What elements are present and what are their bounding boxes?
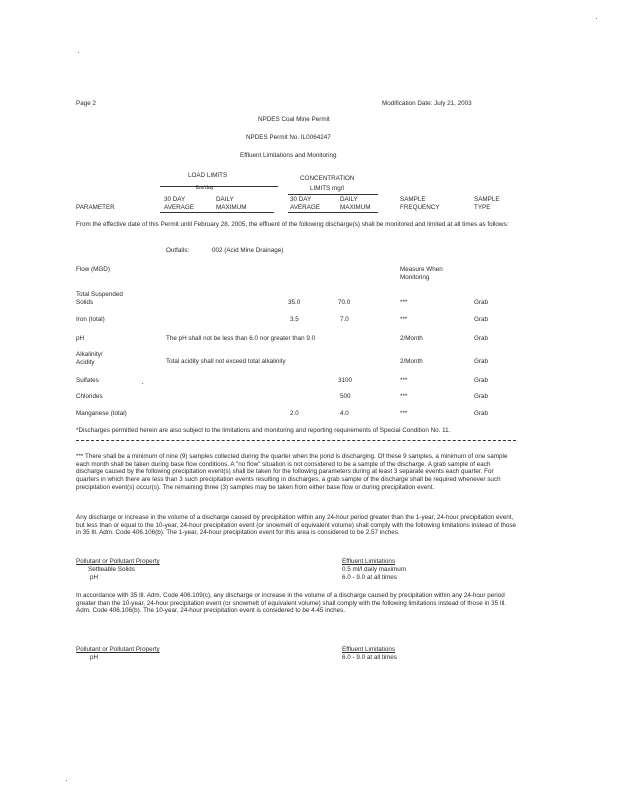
row-alkalinity-freq: 2/Month: [400, 358, 423, 365]
frequency-heading: [400, 196, 440, 212]
row-tss-type: Grab: [474, 299, 488, 306]
type-line2: TYPE: [474, 203, 491, 211]
parameter-heading: PARAMETER: [76, 204, 115, 211]
row-sulfates-type: Grab: [474, 377, 488, 384]
limits2-item1-limit: 6.0 - 9.0 at all times: [342, 654, 397, 661]
row-tss-daily: 70.0: [338, 299, 351, 306]
row-manganese-daily: 4.0: [340, 410, 349, 417]
type-heading: [474, 196, 500, 212]
limits1-item1-param: Settleable Solids: [88, 566, 135, 573]
page-number: Page 2: [76, 100, 96, 107]
modification-date: Modification Date: July 21, 2003: [382, 100, 472, 107]
row-tss-avg30: 35.0: [288, 299, 301, 306]
load-limits-heading: LOAD LIMITS: [188, 172, 228, 179]
row-manganese-param: Manganese (total): [76, 410, 127, 417]
row-manganese-avg30: 2.0: [290, 410, 299, 417]
concentration-heading: CONCENTRATION: [300, 175, 355, 182]
section-subtitle: Effluent Limitations and Monitoring: [240, 152, 337, 159]
row-tss-param: Total Suspended Solids: [76, 291, 123, 306]
outfall-value: 002 (Acid Mine Drainage): [212, 247, 284, 254]
row-sulfates-freq: ***: [400, 377, 408, 384]
concentration-rule: [288, 194, 378, 195]
permit-number: NPDES Permit No. IL0064247: [246, 134, 331, 141]
outfall-label: Outfalls:: [166, 247, 190, 254]
avg30-load-heading: [164, 196, 194, 212]
daily-conc-line1: DAILY: [340, 196, 358, 203]
document-title: NPDES Coal Mine Permit: [258, 116, 330, 123]
row-chlorides-daily: 500: [340, 393, 351, 400]
limits2-right-heading: Effluent Limitations: [342, 646, 396, 653]
limits2-left-heading: Pollutant or Pollutant Property: [76, 646, 160, 653]
concentration-units: LIMITS mg/l: [310, 185, 344, 192]
row-iron-daily: 7.0: [340, 316, 349, 323]
scan-speck: [66, 780, 67, 781]
row-flow-param: Flow (MGD): [76, 266, 110, 273]
row-chlorides-param: Chlorides: [76, 393, 103, 400]
limits1-left-heading: Pollutant or Pollutant Property: [76, 558, 160, 565]
daily-conc-heading: [340, 196, 370, 212]
load-limits-rule: [160, 186, 278, 187]
row-ph-note: The pH shall not be less than 6.0 nor greater than 9.0: [166, 335, 316, 342]
row-iron-freq: ***: [400, 316, 408, 323]
limits2-item1-param: pH: [90, 654, 99, 661]
sampling-paragraph: *** There shall be a minimum of nine (9) samples collected during the quarter when the pond is discharging. Of these 9 samples, a minimum of one sample each month shall be taken during base flow conditions. A "no flow" situation is not considered to be a sample of the discharge. A grab sample of each discharge caused by the following precipitation event(s) shall be taken for the following parameters during at least 3 separate events each quarter. For quarters in which there are less than 3 such precipitation events resulting in discharges, a grab sample of the discharge shall be required whenever such precipitation event(s) occur(s). The remaining three (3) samples may be taken from either base flow or during precipitation event.: [76, 453, 508, 491]
limits1-item2-limit: 6.0 - 9.0 at all times: [342, 574, 397, 581]
limits1-right-heading: Effluent Limitations: [342, 558, 396, 565]
daily-load-line2: MAXIMUM: [216, 203, 247, 211]
one-year-event-paragraph: Any discharge or increase in the volume of a discharge caused by precipitation within any 24-hour period greater than the 1-year, 24-hour precipitation event, but less than or equal to the 10-year, 24-hour precipitation event (or snowmelt of equivalent volume) shall comply with the following limitations instead of those in 35 Ill. Adm. Code 406.106(b). The 1-year, 24-hour precipitation event for this area is considered to be 2.57 inches.: [76, 514, 516, 537]
limits1-item2-param: pH: [90, 574, 99, 581]
daily-load-line1: DAILY: [216, 196, 234, 203]
type-line1: SAMPLE: [474, 196, 500, 203]
ten-year-event-paragraph: In accordance with 35 Ill. Adm. Code 406.109(c), any discharge or increase in the volume of a discharge caused by precipitation within any 24-hour period greater than the 10-year, 24-hour precipitation event (or snowmelt of equivalent volume) shall comply with the following limitations instead of those in 35 Ill. Adm. Code 406.106(b). The 10-year, 24-hour precipitation event is considered to be 4.45 inches.: [76, 592, 507, 615]
intro-paragraph: From the effective date of this Permit until February 28, 2005, the effluent of the following discharge(s) shall be monitored and limited at all times as follows:: [76, 221, 509, 228]
frequency-line2: FREQUENCY: [400, 203, 440, 211]
footnote-special-condition: *Discharges permitted herein are also subject to the limitations and monitoring and reporting requirements of Special Condition No. 11.: [76, 427, 451, 434]
row-iron-type: Grab: [474, 316, 488, 323]
row-chlorides-freq: ***: [400, 393, 408, 400]
row-ph-freq: 2/Month: [400, 335, 423, 342]
row-chlorides-type: Grab: [474, 393, 488, 400]
row-sulfates-daily: 3100: [338, 377, 353, 384]
footnote-separator: [76, 440, 516, 441]
row-manganese-freq: ***: [400, 410, 408, 417]
load-limits-units: lbs/day: [196, 185, 214, 191]
row-sulfates-param: Sulfates: [76, 377, 99, 384]
header-underline: [160, 212, 274, 213]
avg30-conc-line1: 30 DAY: [290, 196, 312, 203]
row-manganese-type: Grab: [474, 410, 488, 417]
row-ph-type: Grab: [474, 335, 488, 342]
header-underline-2: [288, 212, 378, 213]
daily-load-heading: [216, 196, 246, 212]
avg30-load-line1: 30 DAY: [164, 196, 186, 203]
row-alkalinity-note: Total acidity shall not exceed total alkalinity: [166, 358, 286, 365]
row-tss-freq: ***: [400, 299, 408, 306]
row-alkalinity-type: Grab: [474, 358, 488, 365]
row-iron-param: Iron (total): [76, 316, 105, 323]
row-flow-freq: Measure When Monitoring: [400, 266, 443, 281]
daily-conc-line2: MAXIMUM: [340, 203, 371, 211]
avg30-conc-line2: AVERAGE: [290, 203, 320, 211]
row-alkalinity-param: Alkalinity/ Acidity: [76, 351, 103, 366]
avg30-conc-heading: [290, 196, 320, 212]
row-iron-avg30: 3.5: [290, 316, 299, 323]
scan-speck: [596, 18, 597, 19]
scan-speck: [78, 52, 79, 53]
frequency-line1: SAMPLE: [400, 196, 426, 203]
limits1-item1-limit: 0.5 ml/l daily maximum: [342, 566, 407, 573]
row-ph-param: pH: [76, 335, 85, 342]
avg30-load-line2: AVERAGE: [164, 203, 194, 211]
scan-speck: [142, 383, 143, 384]
